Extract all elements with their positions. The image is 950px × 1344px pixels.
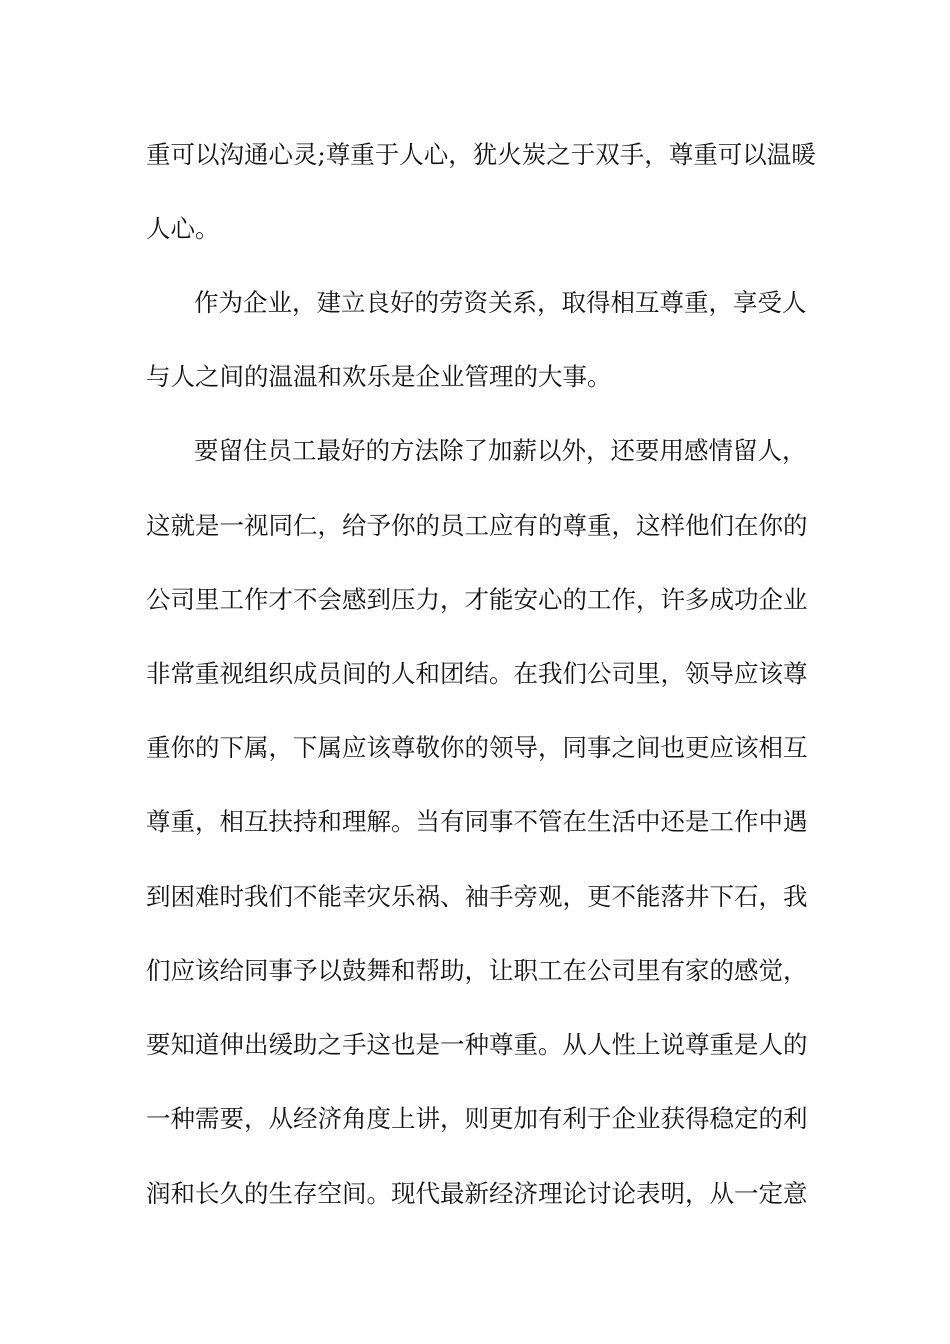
text-line-12: 们应该给同事予以鼓舞和帮助，让职工在公司里有家的感觉， (146, 956, 808, 985)
text-line-1: 重可以沟通心灵;尊重于人心，犹火炭之于双手，尊重可以温暖 (146, 140, 816, 169)
text-line-11: 到困难时我们不能幸灾乐祸、袖手旁观，更不能落井下石，我 (146, 882, 808, 911)
text-line-7: 公司里工作才不会感到压力，才能安心的工作，许多成功企业 (146, 585, 808, 614)
text-line-2: 人心。 (146, 214, 220, 243)
text-line-14: 一种需要，从经济角度上讲，则更加有利于企业获得稳定的利 (146, 1104, 808, 1133)
text-line-5: 要留住员工最好的方法除了加薪以外，还要用感情留人， (194, 436, 807, 465)
text-line-9: 重你的下属，下属应该尊敬你的领导，同事之间也更应该相互 (146, 733, 808, 762)
text-line-6: 这就是一视同仁，给予你的员工应有的尊重，这样他们在你的 (146, 511, 808, 540)
text-line-3: 作为企业，建立良好的劳资关系，取得相互尊重，享受人 (194, 288, 807, 317)
text-line-8: 非常重视组织成员间的人和团结。在我们公司里，领导应该尊 (146, 659, 808, 688)
text-line-15: 润和长久的生存空间。现代最新经济理论讨论表明，从一定意 (146, 1179, 808, 1208)
text-line-4: 与人之间的温温和欢乐是企业管理的大事。 (146, 362, 612, 391)
text-line-13: 要知道伸出缓助之手这也是一种尊重。从人性上说尊重是人的 (146, 1030, 808, 1059)
text-line-10: 尊重，相互扶持和理解。当有同事不管在生活中还是工作中遇 (146, 807, 808, 836)
